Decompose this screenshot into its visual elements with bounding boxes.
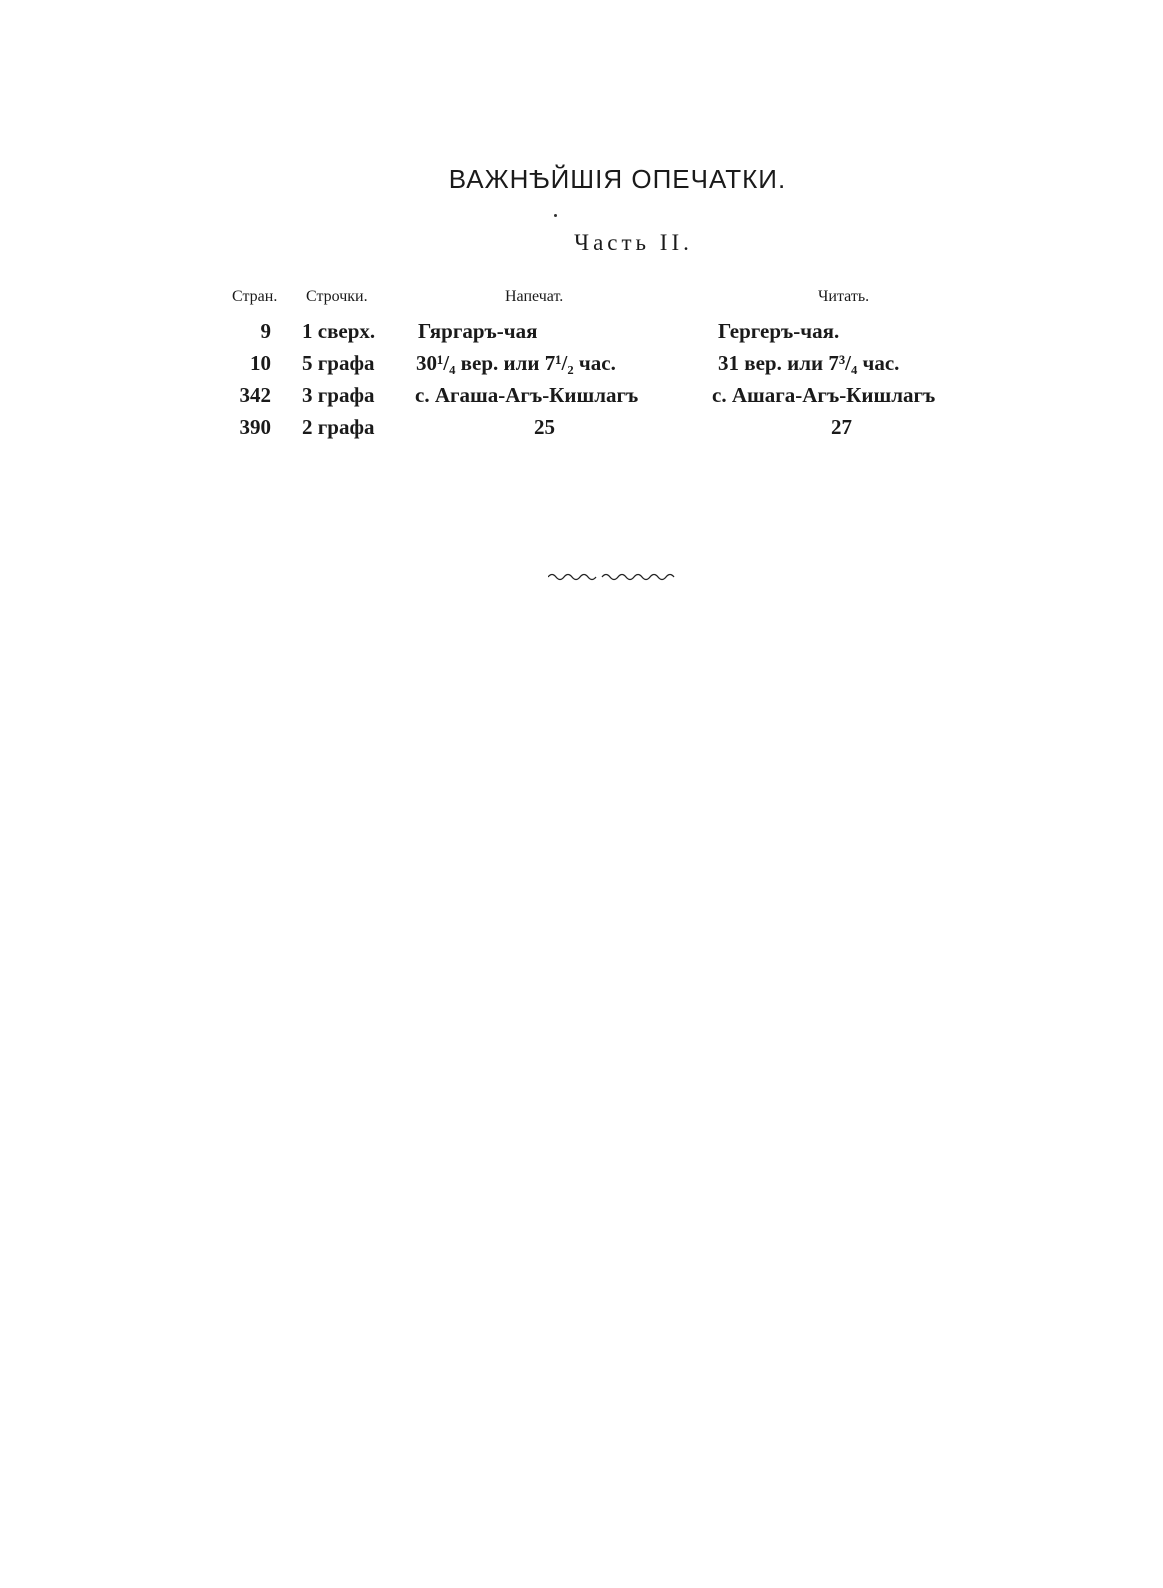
cell-line: 2 графа	[302, 415, 375, 439]
cell-printed: с. Агаша-Агъ-Кишлагъ	[415, 383, 639, 407]
cell-read: 31 вер. или 7³/₄ час.	[718, 351, 900, 375]
page-title: ВАЖНѢЙШІЯ ОПЕЧАТКИ.	[448, 164, 787, 194]
ornament-wave-left	[548, 575, 596, 580]
cell-page: 342	[239, 383, 271, 407]
column-header-line: Строчки.	[306, 288, 368, 305]
column-header-read: Читать.	[818, 288, 870, 305]
cell-read: Гергеръ-чая.	[718, 319, 840, 343]
cell-page: 9	[260, 319, 271, 343]
cell-printed: 25	[534, 415, 555, 439]
cell-page: 390	[239, 415, 271, 439]
ink-dot	[554, 214, 557, 217]
section-subtitle: Часть II.	[574, 230, 693, 255]
cell-printed: Гяргаръ-чая	[418, 319, 538, 343]
cell-read: 27	[831, 415, 852, 439]
cell-printed: 30¹/₄ вер. или 7¹/₂ час.	[416, 351, 616, 375]
wavy-ornament	[548, 570, 678, 584]
cell-line: 5 графа	[302, 351, 375, 375]
cell-read: с. Ашага-Агъ-Кишлагъ	[712, 383, 936, 407]
ornament-wave-right	[602, 575, 674, 580]
cell-line: 1 сверх.	[302, 319, 376, 343]
column-header-page: Стран.	[232, 288, 278, 305]
cell-page: 10	[250, 351, 271, 375]
column-header-printed: Напечат.	[505, 288, 564, 305]
cell-line: 3 графа	[302, 383, 375, 407]
